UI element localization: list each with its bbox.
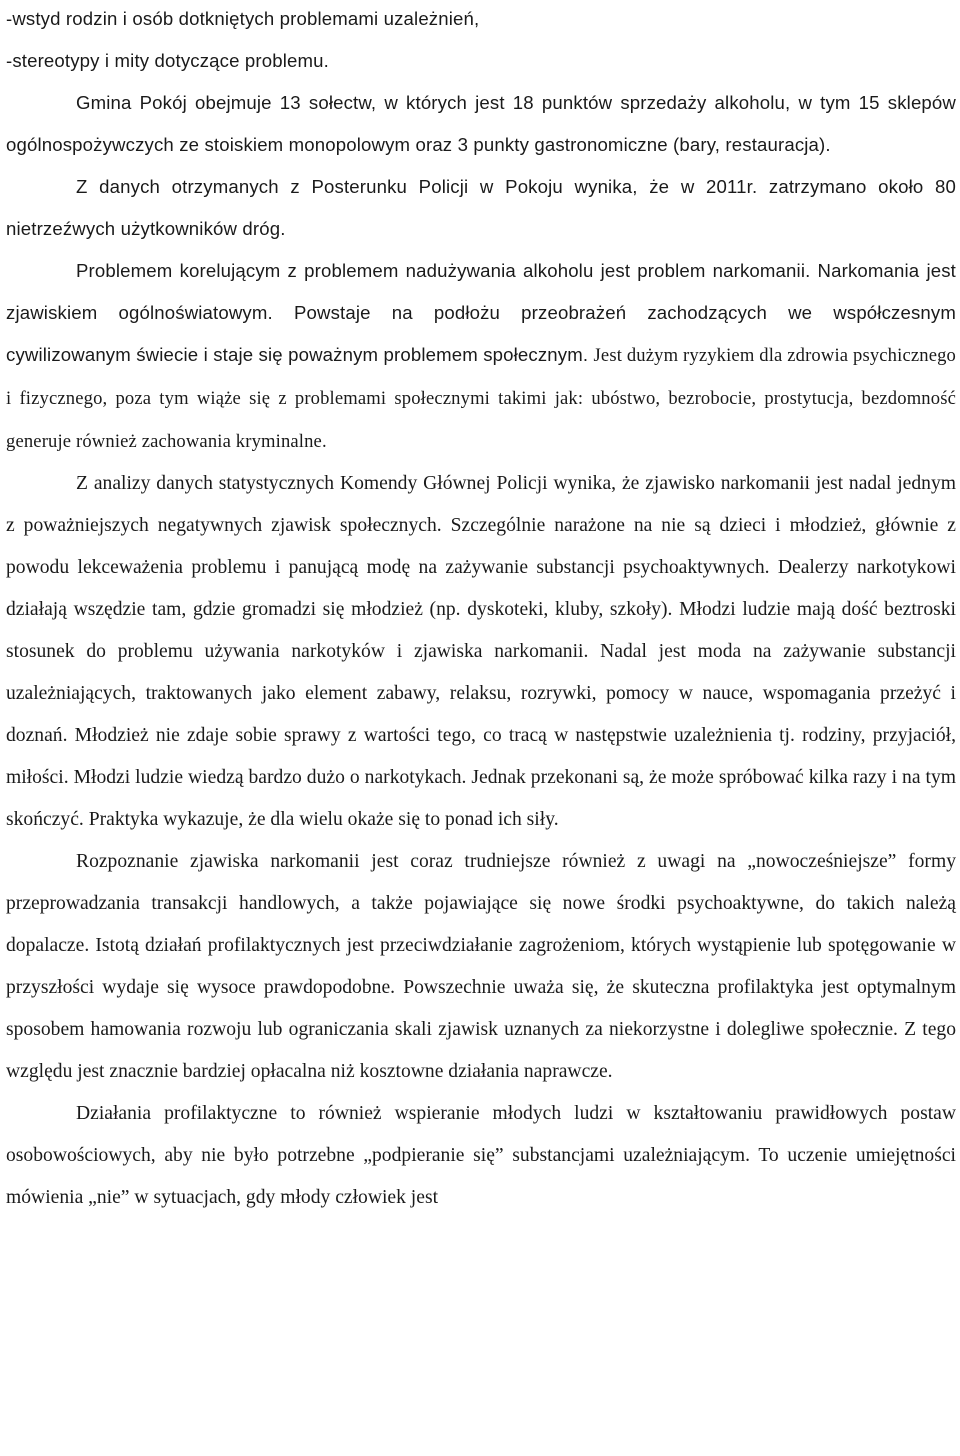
bullet-item: -stereotypy i mity dotyczące problemu.	[6, 50, 329, 71]
paragraph-recognition: Rozpoznanie zjawiska narkomanii jest coraz trudniejsze również z uwagi na „nowocześniejsze” formy przeprowadzania transakcji handlowych, a także pojawiające się nowe środki psychoaktywne, do takich należą dopalacze. Istotą działań profilaktycznych jest przeciwdziałanie zagrożeniom, których wystąpienie lub spotęgowanie w przyszłości wydaje się wysoce prawdopodobne. Powszechnie uważa się, że skuteczna profilaktyka jest optymalnym sposobem hamowania rozwoju lub ograniczania skali zjawisk uznanych za niekorzystne i dolegliwe społecznie. Z tego względu jest znacznie bardziej opłacalna niż kosztowne działania naprawcze.	[6, 851, 956, 1082]
paragraph-statistics: Z analizy danych statystycznych Komendy Głównej Policji wynika, że zjawisko narkomanii jest nadal jednym z poważniejszych negatywnych zjawisk społecznych. Szczególnie narażone na nie są dzieci i młodzież, głównie z powodu lekceważenia problemu i panującą modę na zażywanie substancji psychoaktywnych. Dealerzy narkotykowi działają wszędzie tam, gdzie gromadzi się młodzież (np. dyskoteki, kluby, szkoły). Młodzi ludzie mają dość beztroski stosunek do problemu używania narkotyków i zjawiska narkomanii. Nadal jest moda na zażywanie substancji uzależniających, traktowanych jako element zabawy, relaksu, rozrywki, pomocy w nauce, wspomagania przeżyć i doznań. Młodzież nie zdaje sobie sprawy z wartości tego, co tracą w następstwie uzależnienia tj. rodziny, przyjaciół, miłości. Młodzi ludzie wiedzą bardzo dużo o narkotykach. Jednak przekonani są, że może spróbować kilka razy i na tym skończyć. Praktyka wykazuje, że dla wielu okaże się to ponad ich siły.	[6, 473, 956, 830]
paragraph-sales-points: Gmina Pokój obejmuje 13 sołectw, w których jest 18 punktów sprzedaży alkoholu, w tym 15 sklepów ogólnospożywczych ze stoiskiem monopolowym oraz 3 punkty gastronomiczne (bary, restauracja).	[6, 92, 956, 155]
paragraph-prevention: Działania profilaktyczne to również wspieranie młodych ludzi w kształtowaniu prawidłowych postaw osobowościowych, aby nie było potrzebne „podpieranie się” substancjami uzależniającym. To uczenie umiejętności mówienia „nie” w sytuacjach, gdy młody człowiek jest	[6, 1103, 956, 1208]
bullet-item: -wstyd rodzin i osób dotkniętych problemami uzależnień,	[6, 8, 480, 29]
paragraph-drug-addiction-part2: Jest dużym ryzykiem dla zdrowia psychicznego i fizycznego, poza tym wiąże się z problemami społecznymi takimi jak: ubóstwo, bezrobocie, prostytucja, bezdomność generuje również zachowania kryminalne.	[6, 345, 956, 452]
document-page	[6, 0, 956, 1219]
paragraph-drug-addiction-part1: Problemem korelującym z problemem nadużywania alkoholu jest problem narkomanii. Narkomania jest zjawiskiem ogólnoświatowym. Powstaje na podłożu przeobrażeń zachodzących we współczesnym cywilizowanym świecie i staje się poważnym problemem społecznym.	[6, 260, 956, 365]
paragraph-police-data: Z danych otrzymanych z Posterunku Policji w Pokoju wynika, że w 2011r. zatrzymano około 80 nietrzeźwych użytkowników dróg.	[6, 176, 956, 239]
paragraph-drug-addiction	[6, 250, 956, 463]
